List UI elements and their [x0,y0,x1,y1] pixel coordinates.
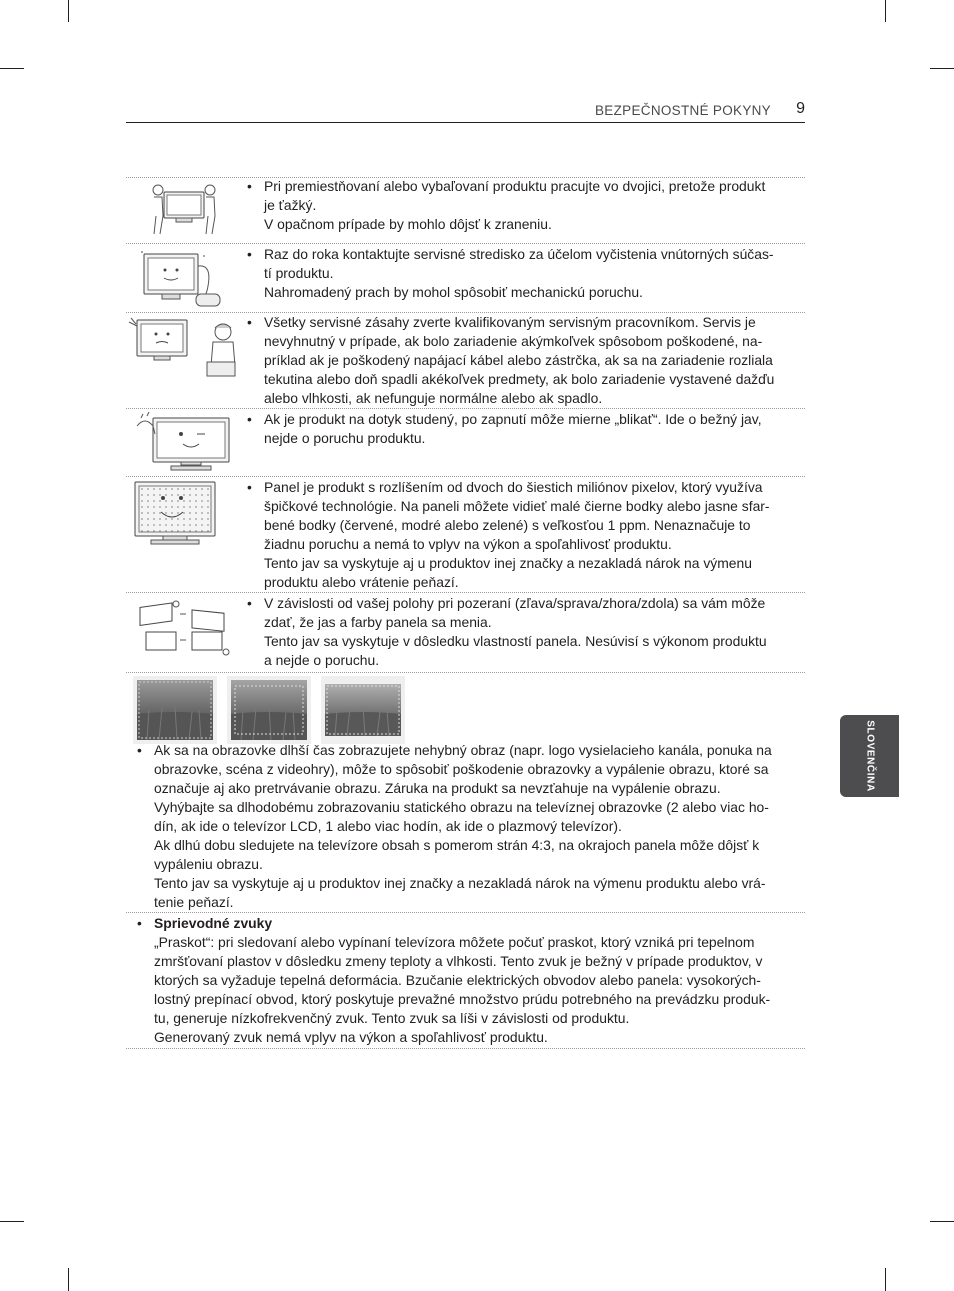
retention-line: Ak dlhú dobu sledujete na televízore obsah s pomerom strán 4:3, na okrajoch panela môže dôjsť k [154,837,760,853]
dusty-tv-vacuum-icon [138,246,226,315]
safety-item-line: Nahromadený prach by mohol spôsobiť mechanickú poruchu. [264,284,643,300]
safety-item-line: tí produktu. [264,265,334,281]
page-number: 9 [796,100,805,117]
grass-scene-thumbnail [321,676,405,744]
safety-item-line: bené bodky (červené, modré alebo zelené) s veľkosťou 1 ppm. Nenaznačuje to [264,517,751,533]
safety-item-line: V opačnom prípade by mohlo dôjsť k zraneniu. [264,216,552,232]
safety-item-text [247,313,807,408]
sounds-line: ktorých sa vyžaduje tepelná deformácia. Bzučanie elektrických obvodov alebo panela: vysokorých- [154,972,761,988]
sounds-text [137,914,805,1047]
winking-tv-icon [133,412,233,479]
row-divider [126,1048,805,1049]
tv-service-technician-icon [127,316,241,385]
safety-item-line: špičkové technológie. Na paneli môžete vidieť malé čierne bodky alebo jasne sfar- [264,498,770,514]
crop-mark [885,1268,886,1291]
retention-line: vypáleniu obrazu. [154,856,263,872]
two-people-carrying-tv-icon [150,182,218,241]
row-divider [126,672,805,673]
safety-item-text [247,594,807,670]
crop-mark [930,1221,954,1222]
safety-item-line: nejde o poruchu produktu. [264,430,426,446]
sounds-line: tu, generuje nízkofrekvenčný zvuk. Tento zvuk sa líši v závislosti od produktu. [154,1010,630,1026]
row-divider [126,912,805,913]
sounds-line: Generovaný zvuk nemá vplyv na výkon a spoľahlivosť produktu. [154,1029,548,1045]
safety-item-line: a nejde o poruchu. [264,652,380,668]
safety-item-line: • Všetky servisné zásahy zverte kvalifikovaným servisným pracovníkom. Servis je [247,313,807,332]
safety-item-line: tekutina alebo doň spadli akékoľvek predmety, ak bolo zariadenie vystavené dažďu [264,371,775,387]
retention-line: Vyhýbajte sa dlhodobému zobrazovaniu statického obrazu na televíznej obrazovke (2 alebo viac ho- [154,799,769,815]
safety-item-line: Tento jav sa vyskytuje aj u produktov inej značky a nezakladá nárok na výmenu [264,555,752,571]
safety-item-line: produktu alebo vrátenie peňazí. [264,574,459,590]
page-header [126,98,805,123]
safety-item-line: žiadnu poruchu a nemá to vplyv na výkon a spoľahlivosť produktu. [264,536,672,552]
dotted-panel-tv-icon [133,480,217,553]
safety-item-line: príklad ak je poškodený napájací kábel alebo zástrčka, ak sa na zariadenie rozliala [264,352,773,368]
safety-item-line: nevyhnutný v prípade, ak bolo zariadenie akýmkoľvek spôsobom poškodené, na- [264,333,763,349]
safety-item-line: zdať, že jas a farby panela sa menia. [264,614,492,630]
crop-mark [68,1268,69,1291]
retention-line: tenie peňazí. [154,894,234,910]
safety-item-line: • Ak je produkt na dotyk studený, po zapnutí môže mierne „blikať“. Ide o bežný jav, [247,410,807,429]
safety-item-text [247,478,807,592]
crop-mark [0,68,24,69]
section-title: BEZPEČNOSTNÉ POKYNY [595,103,771,118]
row-divider [126,408,805,409]
retention-line: Tento jav sa vyskytuje aj u produktov inej značky a nezakladá nárok na výmenu produktu alebo vrá- [154,875,766,891]
language-tab-label: SLOVENČINA [864,720,875,792]
crop-mark [68,0,69,22]
row-divider [126,243,805,244]
retention-line: obrazovke, scéna z videohry), môže to spôsobiť poškodenie obrazovky a vypálenie obrazu, ktoré sa [154,761,769,777]
sounds-title: Sprievodné zvuky [154,915,273,931]
sounds-line: „Praskot“: pri sledovaní alebo vypínaní televízora môžete počuť praskot, ktorý vzniká pri tepelnom [154,934,755,950]
image-retention-text [137,741,805,912]
safety-item-line: Tento jav sa vyskytuje v dôsledku vlastností panela. Nesúvisí s výkonom produktu [264,633,767,649]
grass-scene-thumbnail [227,676,311,744]
crop-mark [930,68,954,69]
row-divider [126,592,805,593]
sounds-line: zmršťovaní plastov v dôsledku zmeny teploty a vlhkosti. Tento zvuk je bežný v prípade produktov, v [154,953,763,969]
grass-scene-thumbnail [133,676,217,744]
sounds-line: lostný prepínací obvod, ktorý poskytuje prevažné množstvo prúdu potrebného na prevádzku produk- [154,991,771,1007]
crop-mark [0,1221,24,1222]
retention-line: • Ak sa na obrazovke dlhší čas zobrazujete nehybný obraz (napr. logo vysielacieho kanála, ponuka na [137,741,805,760]
language-tab [840,715,899,797]
retention-line: označuje aj ako pretrvávanie obrazu. Záruka na produkt sa nevzťahuje na vypálenie obrazu. [154,780,721,796]
safety-item-line: • Pri premiestňovaní alebo vybaľovaní produktu pracujte vo dvojici, pretože produkt [247,177,807,196]
safety-item-text [247,177,807,234]
safety-item-line: • Panel je produkt s rozlíšením od dvoch do šiestich miliónov pixelov, ktorý využíva [247,478,807,497]
safety-item-line: • V závislosti od vašej polohy pri pozeraní (zľava/sprava/zhora/zdola) sa vám môže [247,594,807,613]
safety-item-text [247,245,807,302]
safety-item-line: je ťažký. [264,197,317,213]
viewing-angles-tv-icon [136,600,230,661]
safety-item-line: • Raz do roka kontaktujte servisné stredisko za účelom vyčistenia vnútorných súčas- [247,245,807,264]
safety-item-text [247,410,807,448]
safety-item-line: alebo vlhkosti, ak nefunguje normálne alebo ak spadlo. [264,390,603,406]
retention-line: dín, ak ide o televízor LCD, 1 alebo viac hodín, ak ide o plazmový televízor). [154,818,622,834]
crop-mark [885,0,886,22]
